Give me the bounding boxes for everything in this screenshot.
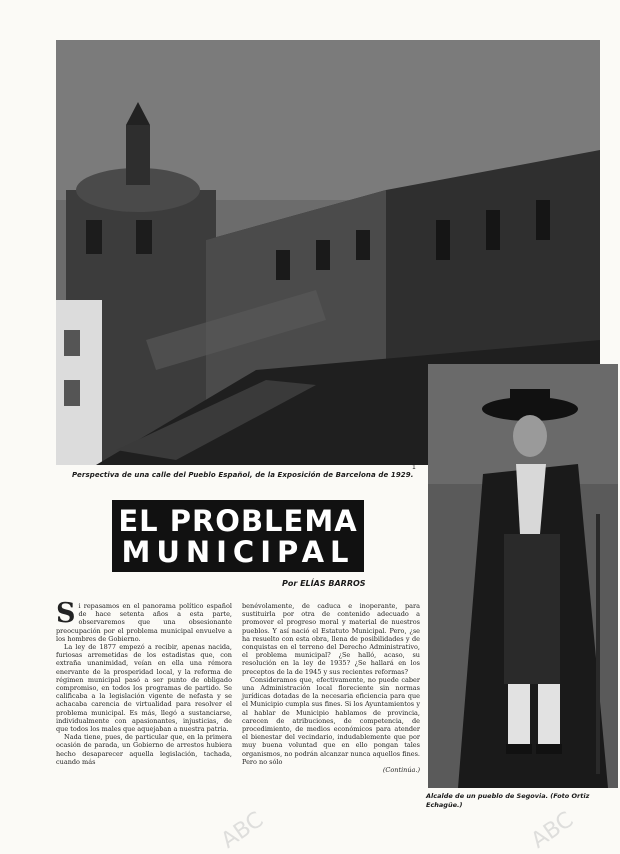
street-photo-caption: Perspectiva de una calle del Pueblo Español, de la Exposición de Barcelona de 1929. — [72, 471, 414, 479]
mayor-photo — [428, 364, 618, 788]
mayor-photo-illustration — [428, 364, 618, 788]
article-column-1 — [56, 598, 232, 766]
paragraph: i repasamos en el panorama político español de hace setenta años a esta parte, observaremos que una obsesionante preocupación por el problema municipal envuelve a los hombres de Gobierno. — [56, 602, 232, 643]
paragraph: Consideramos que, efectivamente, no puede caber una Administración local floreciente sin normas jurídicas dotadas de la necesaria eficiencia para que el Municipio cumpla sus fines. Si los Ayuntamientos y al hablar de Municipio hablamos de provincia, carecen de atribuciones, de competencia, de procedimiento, de medios económicos para atender el bienestar del vecindario, indudablemente que por muy buena voluntad que en ello pongan tales organismos, no podrán alcanzar nunca aquellos fines. Pero no sólo — [242, 675, 420, 766]
article-title — [112, 500, 364, 572]
page-mark: 1 — [412, 464, 416, 471]
watermark: ABC — [216, 807, 269, 854]
mayor-photo-caption: Alcalde de un pueblo de Segovia. (Foto Ortiz Echagüe.) — [426, 792, 590, 809]
article-column-2 — [242, 602, 420, 774]
paragraph: benévolamente, de caduca e inoperante, para sustituirla por otra de contenido adecuado a promover el progreso moral y material de nuestros pueblos. Y así nació el Estatuto Municipal. Pero, ¿se ha resuelto con esta obra, llena de posibilidades y de conquistas en el terreno del Derecho Administrativo, el problema municipal? ¿Se halló, acaso, su resolución en la ley de 1935? ¿Se hallará en los preceptos de la de 1945 y sus recientes reformas? — [242, 602, 420, 676]
title-line-2: MUNICIPAL — [121, 535, 355, 569]
title-line-1: EL PROBLEMA — [118, 504, 358, 538]
dropcap: S — [56, 598, 76, 629]
paragraph: La ley de 1877 empezó a recibir, apenas nacida, furiosas arremetidas de los estadistas que, con extraña unanimidad, veían en ella una rémora enervante de la prosperidad local, y la reforma de régimen municipal pasó a ser punto de obligado compromiso, en todos los programas de partido. Se calificaba a la legislación vigente de nefasta y se achacaba carencia de virtualidad para resolver el problema municipal. Es más, llegó a sustanciarse, individualmente con apasionantes, injusticias, de que todos los males que aquejaban a nuestra patria. — [56, 643, 232, 734]
watermark: ABC — [526, 807, 579, 854]
continued-note: (Continúa.) — [382, 766, 420, 775]
paragraph: Nada tiene, pues, de particular que, en la primera ocasión de parada, un Gobierno de arrestos hubiera hecho desaparecer aquella legislación, tachada, cuando más — [56, 733, 232, 766]
byline: Por ELÍAS BARROS — [282, 579, 366, 588]
